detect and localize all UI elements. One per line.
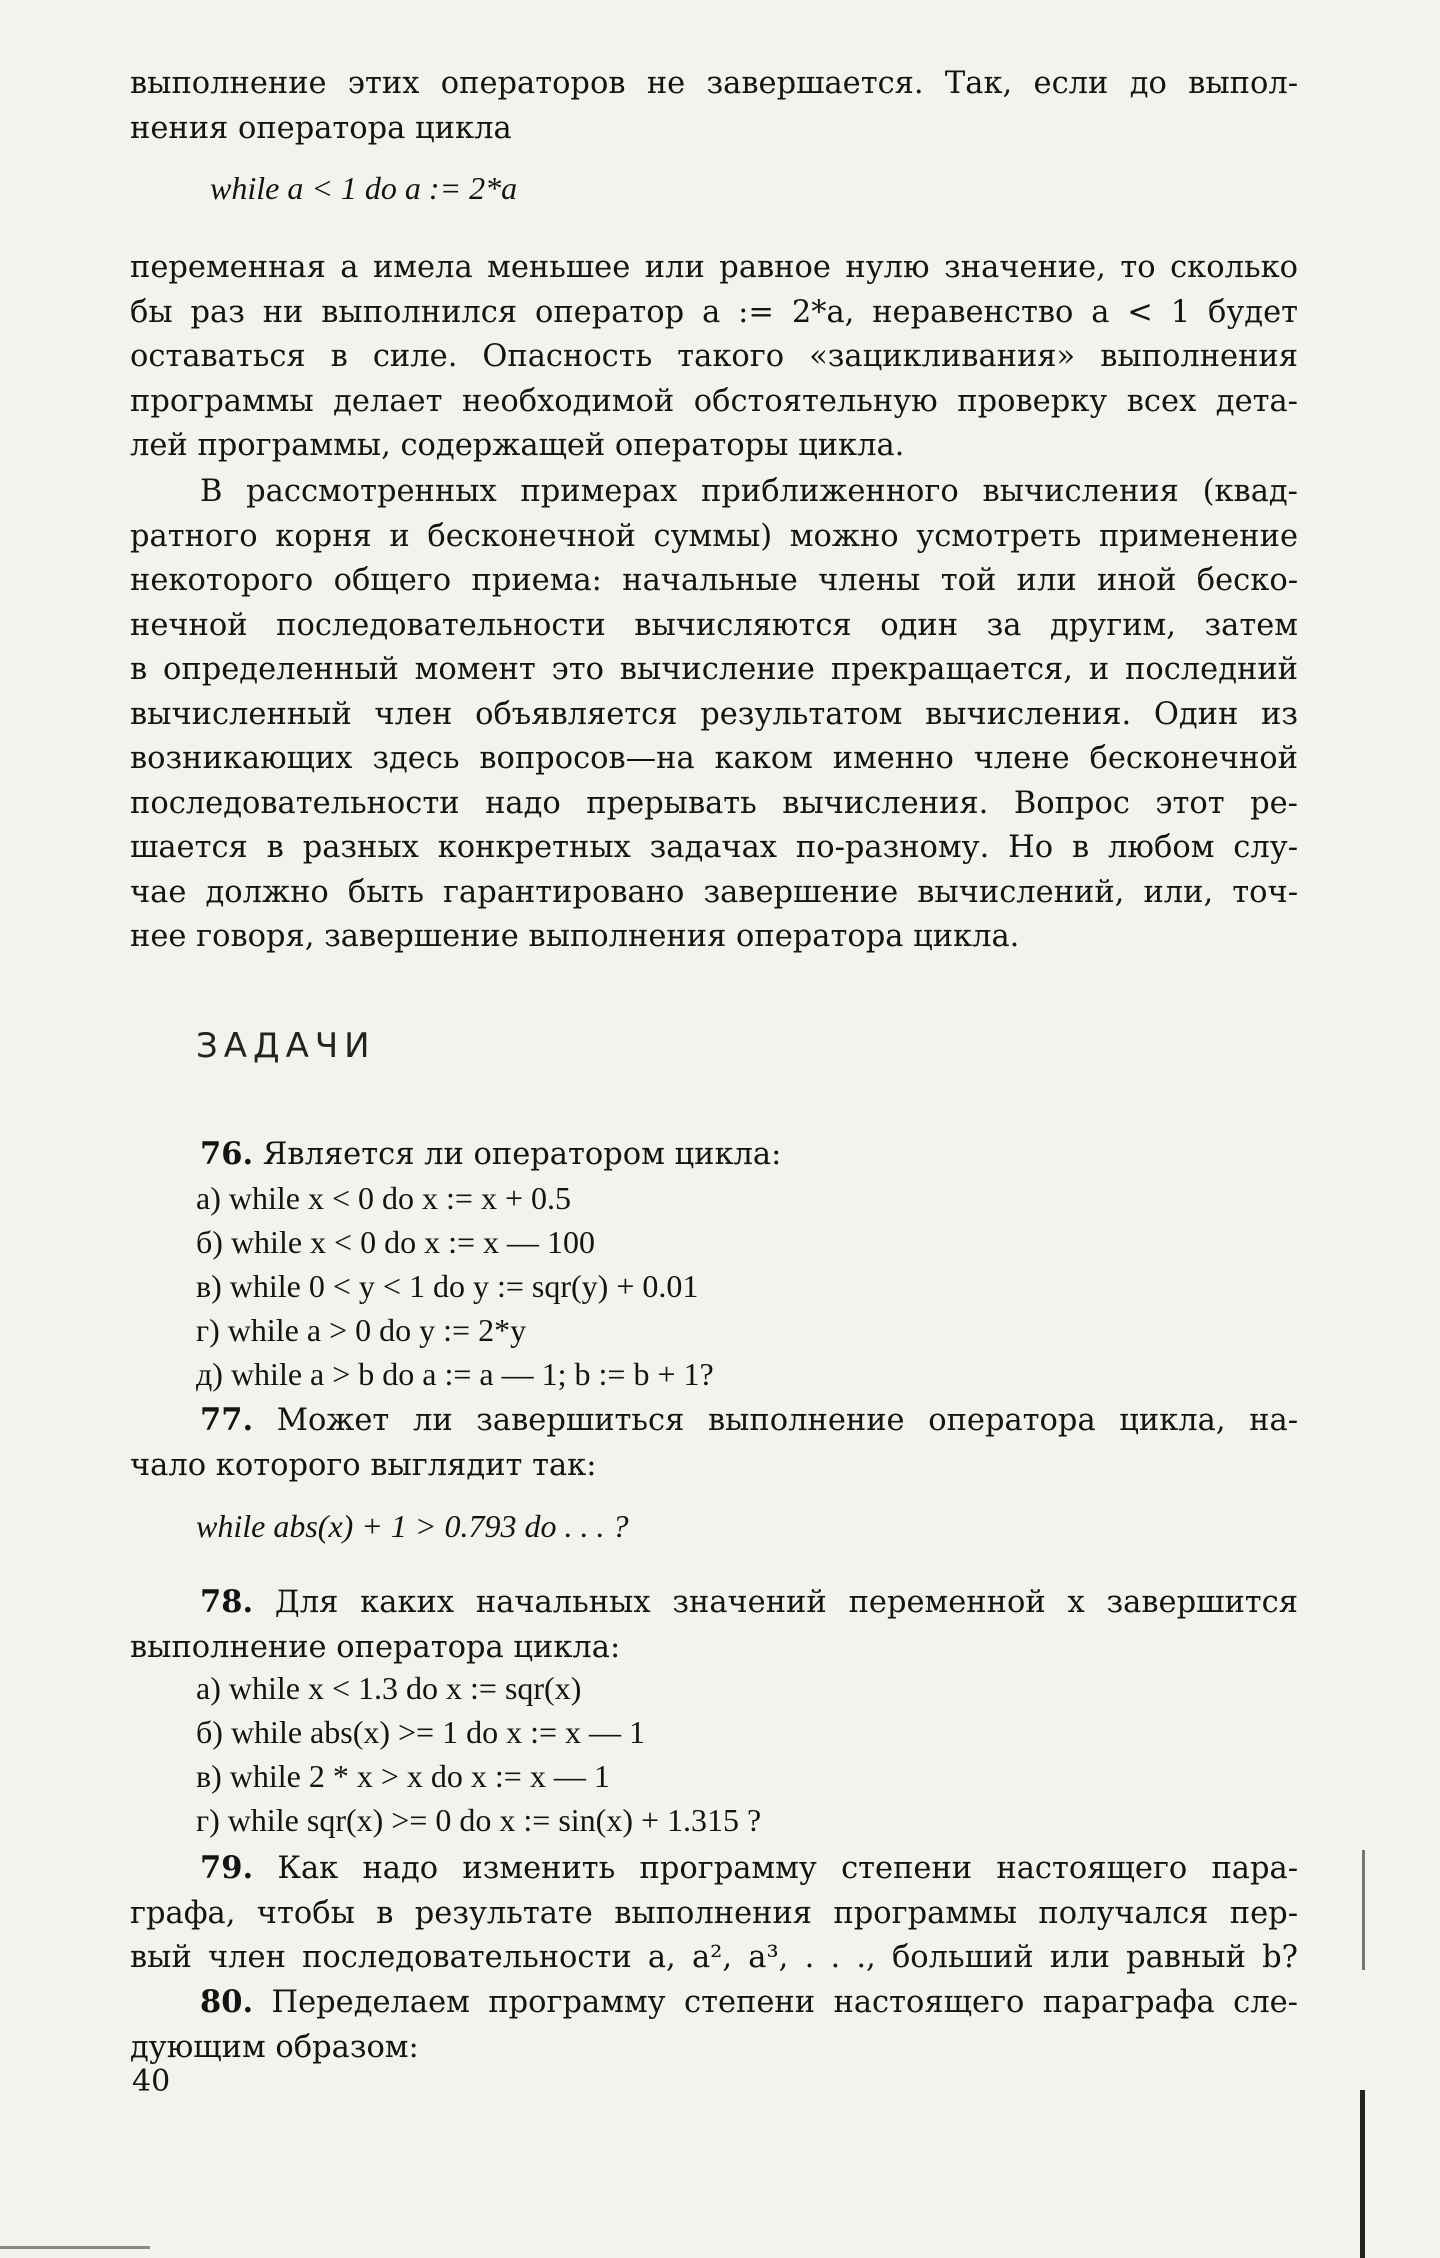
formula-abs: while abs(x) + 1 > 0.793 do . . . ? [196, 1508, 629, 1544]
text-line: вый член последовательности a, a², a³, . . ., больший или равный b? [130, 1940, 1298, 1975]
text-line: дующим образом: [130, 2029, 419, 2065]
formula-while-a: while a < 1 do a := 2*a [210, 170, 518, 206]
problem-number: 78. [200, 1584, 254, 1620]
text-line: шается в разных конкретных задачах по-разному. Но в любом слу- [130, 830, 1298, 865]
scan-edge-mark [1360, 2090, 1365, 2258]
problem-item: в) while 0 < y < 1 do y := sqr(y) + 0.01 [196, 1268, 699, 1304]
text-line: графа, чтобы в результате выполнения программы получался пер- [130, 1895, 1298, 1931]
scan-edge-mark [0, 2246, 150, 2249]
problem-76 [130, 1132, 1298, 1178]
page-number: 40 [132, 2064, 171, 2099]
problem-number: 80. [200, 1984, 254, 2020]
text-line: чало которого выглядит так: [130, 1447, 597, 1483]
paragraph-1 [130, 246, 1298, 469]
text-line: лей программы, содержащей операторы цикла. [130, 428, 905, 463]
problem-text: Переделаем программу степени настоящего параграфа сле- [271, 1985, 1298, 2020]
text-line: чае должно быть гарантировано завершение вычислений, или, точ- [130, 874, 1298, 910]
scan-edge-mark [1362, 1850, 1365, 1970]
section-heading: ЗАДАЧИ [196, 1026, 376, 1066]
text-line: нения оператора цикла [130, 110, 512, 146]
text-line [130, 1580, 1298, 1626]
text-line [130, 1846, 1298, 1892]
text-line: в определенный момент это вычисление прекращается, и последний [130, 652, 1298, 687]
problem-text: Для каких начальных значений переменной x завершится [274, 1585, 1298, 1620]
paragraph-2 [130, 470, 1298, 960]
problem-item: г) while a > 0 do y := 2*y [196, 1312, 527, 1348]
text-line: нее говоря, завершение выполнения оператора цикла. [130, 919, 1020, 954]
text-line: оставаться в силе. Опасность такого «зацикливания» выполнения [130, 339, 1298, 374]
problem-78 [130, 1580, 1298, 1670]
problem-item: б) while x < 0 do x := x — 100 [196, 1224, 596, 1260]
problem-number: 77. [200, 1402, 254, 1438]
problem-79 [130, 1846, 1298, 1981]
problem-item: д) while a > b do a := a — 1; b := b + 1? [196, 1356, 714, 1392]
problem-text: Как надо изменить программу степени настоящего пара- [277, 1851, 1299, 1886]
text-line [130, 1398, 1298, 1444]
problem-text: Является ли оператором цикла: [262, 1137, 782, 1172]
problem-number: 76. [200, 1136, 254, 1172]
text-line: выполнение этих операторов не завершается. Так, если до выпол- [130, 66, 1298, 101]
text-line: некоторого общего приема: начальные члены той или иной беско- [130, 563, 1298, 598]
text-line [130, 1980, 1298, 2026]
problem-question [130, 1132, 1298, 1178]
text-line: последовательности надо прерывать вычисления. Вопрос этот ре- [130, 785, 1298, 821]
problem-77 [130, 1398, 1298, 1488]
text-line: возникающих здесь вопросов—на каком именно члене бесконечной [130, 741, 1298, 776]
problem-item: г) while sqr(x) >= 0 do x := sin(x) + 1.315 ? [196, 1802, 762, 1838]
problem-80 [130, 1980, 1298, 2070]
problem-number: 79. [200, 1850, 254, 1886]
problem-item: б) while abs(x) >= 1 do x := x — 1 [196, 1714, 646, 1750]
text-line: переменная a имела меньшее или равное нулю значение, то сколько [130, 250, 1298, 285]
problem-item: а) while x < 1.3 do x := sqr(x) [196, 1670, 582, 1706]
intro-text [130, 62, 1298, 151]
text-line: выполнение оператора цикла: [130, 1629, 621, 1665]
text-line: В рассмотренных примерах приближенного вычисления (квад- [200, 474, 1298, 509]
text-line: нечной последовательности вычисляются один за другим, затем [130, 607, 1298, 643]
problem-item: в) while 2 * x > x do x := x — 1 [196, 1758, 610, 1794]
text-line: программы делает необходимой обстоятельную проверку всех дета- [130, 383, 1298, 419]
text-line: вычисленный член объявляется результатом вычисления. Один из [130, 696, 1298, 732]
problem-item: а) while x < 0 do x := x + 0.5 [196, 1180, 571, 1216]
text-line: ратного корня и бесконечной суммы) можно усмотреть применение [130, 518, 1298, 554]
text-line: бы раз ни выполнился оператор a := 2*a, неравенство a < 1 будет [130, 294, 1298, 330]
problem-text: Может ли завершиться выполнение оператора цикла, на- [276, 1403, 1298, 1438]
